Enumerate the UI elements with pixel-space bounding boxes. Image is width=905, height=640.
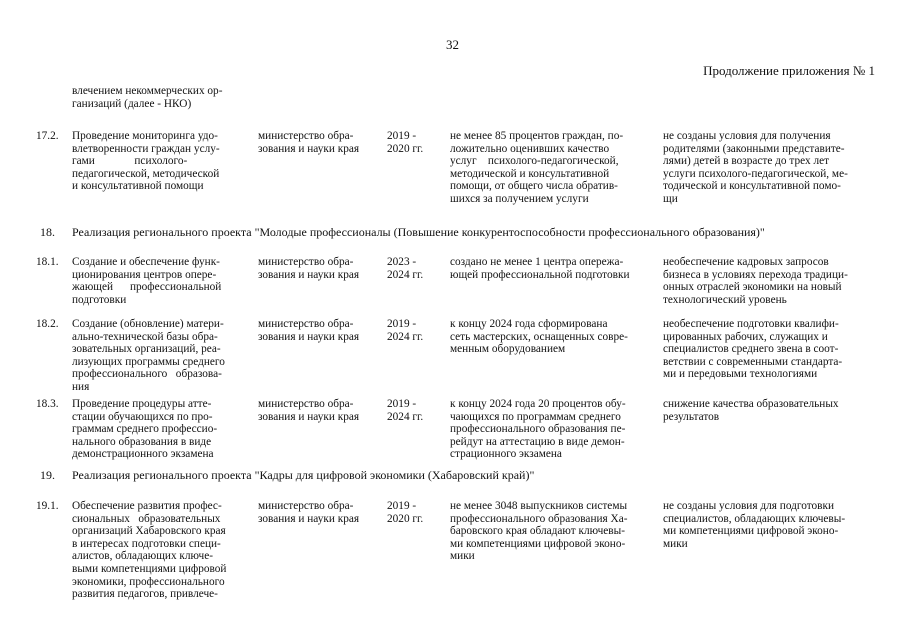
row-result: к концу 2024 года 20 процентов обу- чающихся по программам среднего профессионального образования пе- рейдут на аттестацию в виде демон- страционного экзамена [450, 398, 626, 461]
row-number: 19.1. [36, 500, 59, 512]
row-term: 2023 - 2024 гг. [387, 256, 424, 281]
page-number: 32 [446, 37, 459, 52]
carried-over-text: влечением некоммерческих ор- ганизаций (далее - НКО) [72, 85, 223, 110]
row-term: 2019 - 2024 гг. [387, 398, 424, 423]
section-number: 18. [40, 225, 55, 239]
row-result: не менее 3048 выпускников системы профессионального образования Ха- баровского края обладают ключевы- ми компетенциями цифровой эконо- мики [450, 500, 628, 563]
row-number: 17.2. [36, 130, 59, 142]
row-risk: необеспечение кадровых запросов бизнеса в условиях перехода традици- онных отраслей экономики на новый технологический уровень [663, 256, 848, 306]
row-term: 2019 - 2024 гг. [387, 318, 424, 343]
row-risk: снижение качества образовательных результатов [663, 398, 839, 423]
row-executor: министерство обра- зования и науки края [258, 500, 360, 525]
row-result: не менее 85 процентов граждан, по- ложительно оценивших качество услуг психолого-педагогической, методической и консультативной помощи, от общего числа обратив- шихся за получением услуги [450, 130, 624, 205]
row-term: 2019 - 2020 гг. [387, 500, 424, 525]
row-risk: не созданы условия для получения родителями (законными представите- лями) детей в возрасте до трех лет услуги психолого-педагогической, ме- тодической и консультативной помо- щи [663, 130, 848, 205]
row-result: к концу 2024 года сформирована сеть мастерских, оснащенных совре- менным оборудованием [450, 318, 628, 356]
row-number: 18.3. [36, 398, 59, 410]
row-risk: не созданы условия для подготовки специалистов, обладающих ключевы- ми компетенциями цифровой эконо- мики [663, 500, 846, 550]
row-number: 18.2. [36, 318, 59, 330]
row-measure: Создание и обеспечение функ- ционирования центров опере- жающей профессиональной подготовки [72, 256, 222, 306]
row-measure: Обеспечение развития профес- сиональных образовательных организаций Хабаровского края в интересах подготовки специ- алистов, обладающих ключе- выми компетенциями цифровой экономики, профессионального развития педагогов, привлече- [72, 500, 227, 601]
section-number: 19. [40, 468, 55, 482]
row-measure: Создание (обновление) матери- ально-технической базы обра- зовательных организаций, реа- лизующих программы среднего профессионального образова- ния [72, 318, 225, 393]
row-executor: министерство обра- зования и науки края [258, 130, 360, 155]
row-measure: Проведение процедуры атте- стации обучающихся по про- граммам среднего профессио- нального образования в виде демонстрационного экзамена [72, 398, 218, 461]
row-executor: министерство обра- зования и науки края [258, 398, 360, 423]
section-title: Реализация регионального проекта "Кадры для цифровой экономики (Хабаровский край)" [72, 468, 535, 482]
row-risk: необеспечение подготовки квалифи- цированных рабочих, служащих и специалистов среднего звена в соот- ветствии с современными стандарта- ми и передовыми технологиями [663, 318, 843, 381]
section-title: Реализация регионального проекта "Молодые профессионалы (Повышение конкурентоспособности профессионального образования)" [72, 225, 765, 239]
row-term: 2019 - 2020 гг. [387, 130, 424, 155]
row-executor: министерство обра- зования и науки края [258, 318, 360, 343]
row-measure: Проведение мониторинга удо- влетворенности граждан услу- гами психолого- педагогической, методической и консультативной помощи [72, 130, 220, 193]
row-result: создано не менее 1 центра опережа- ющей профессиональной подготовки [450, 256, 630, 281]
continuation-label: Продолжение приложения № 1 [703, 63, 875, 78]
row-executor: министерство обра- зования и науки края [258, 256, 360, 281]
row-number: 18.1. [36, 256, 59, 268]
